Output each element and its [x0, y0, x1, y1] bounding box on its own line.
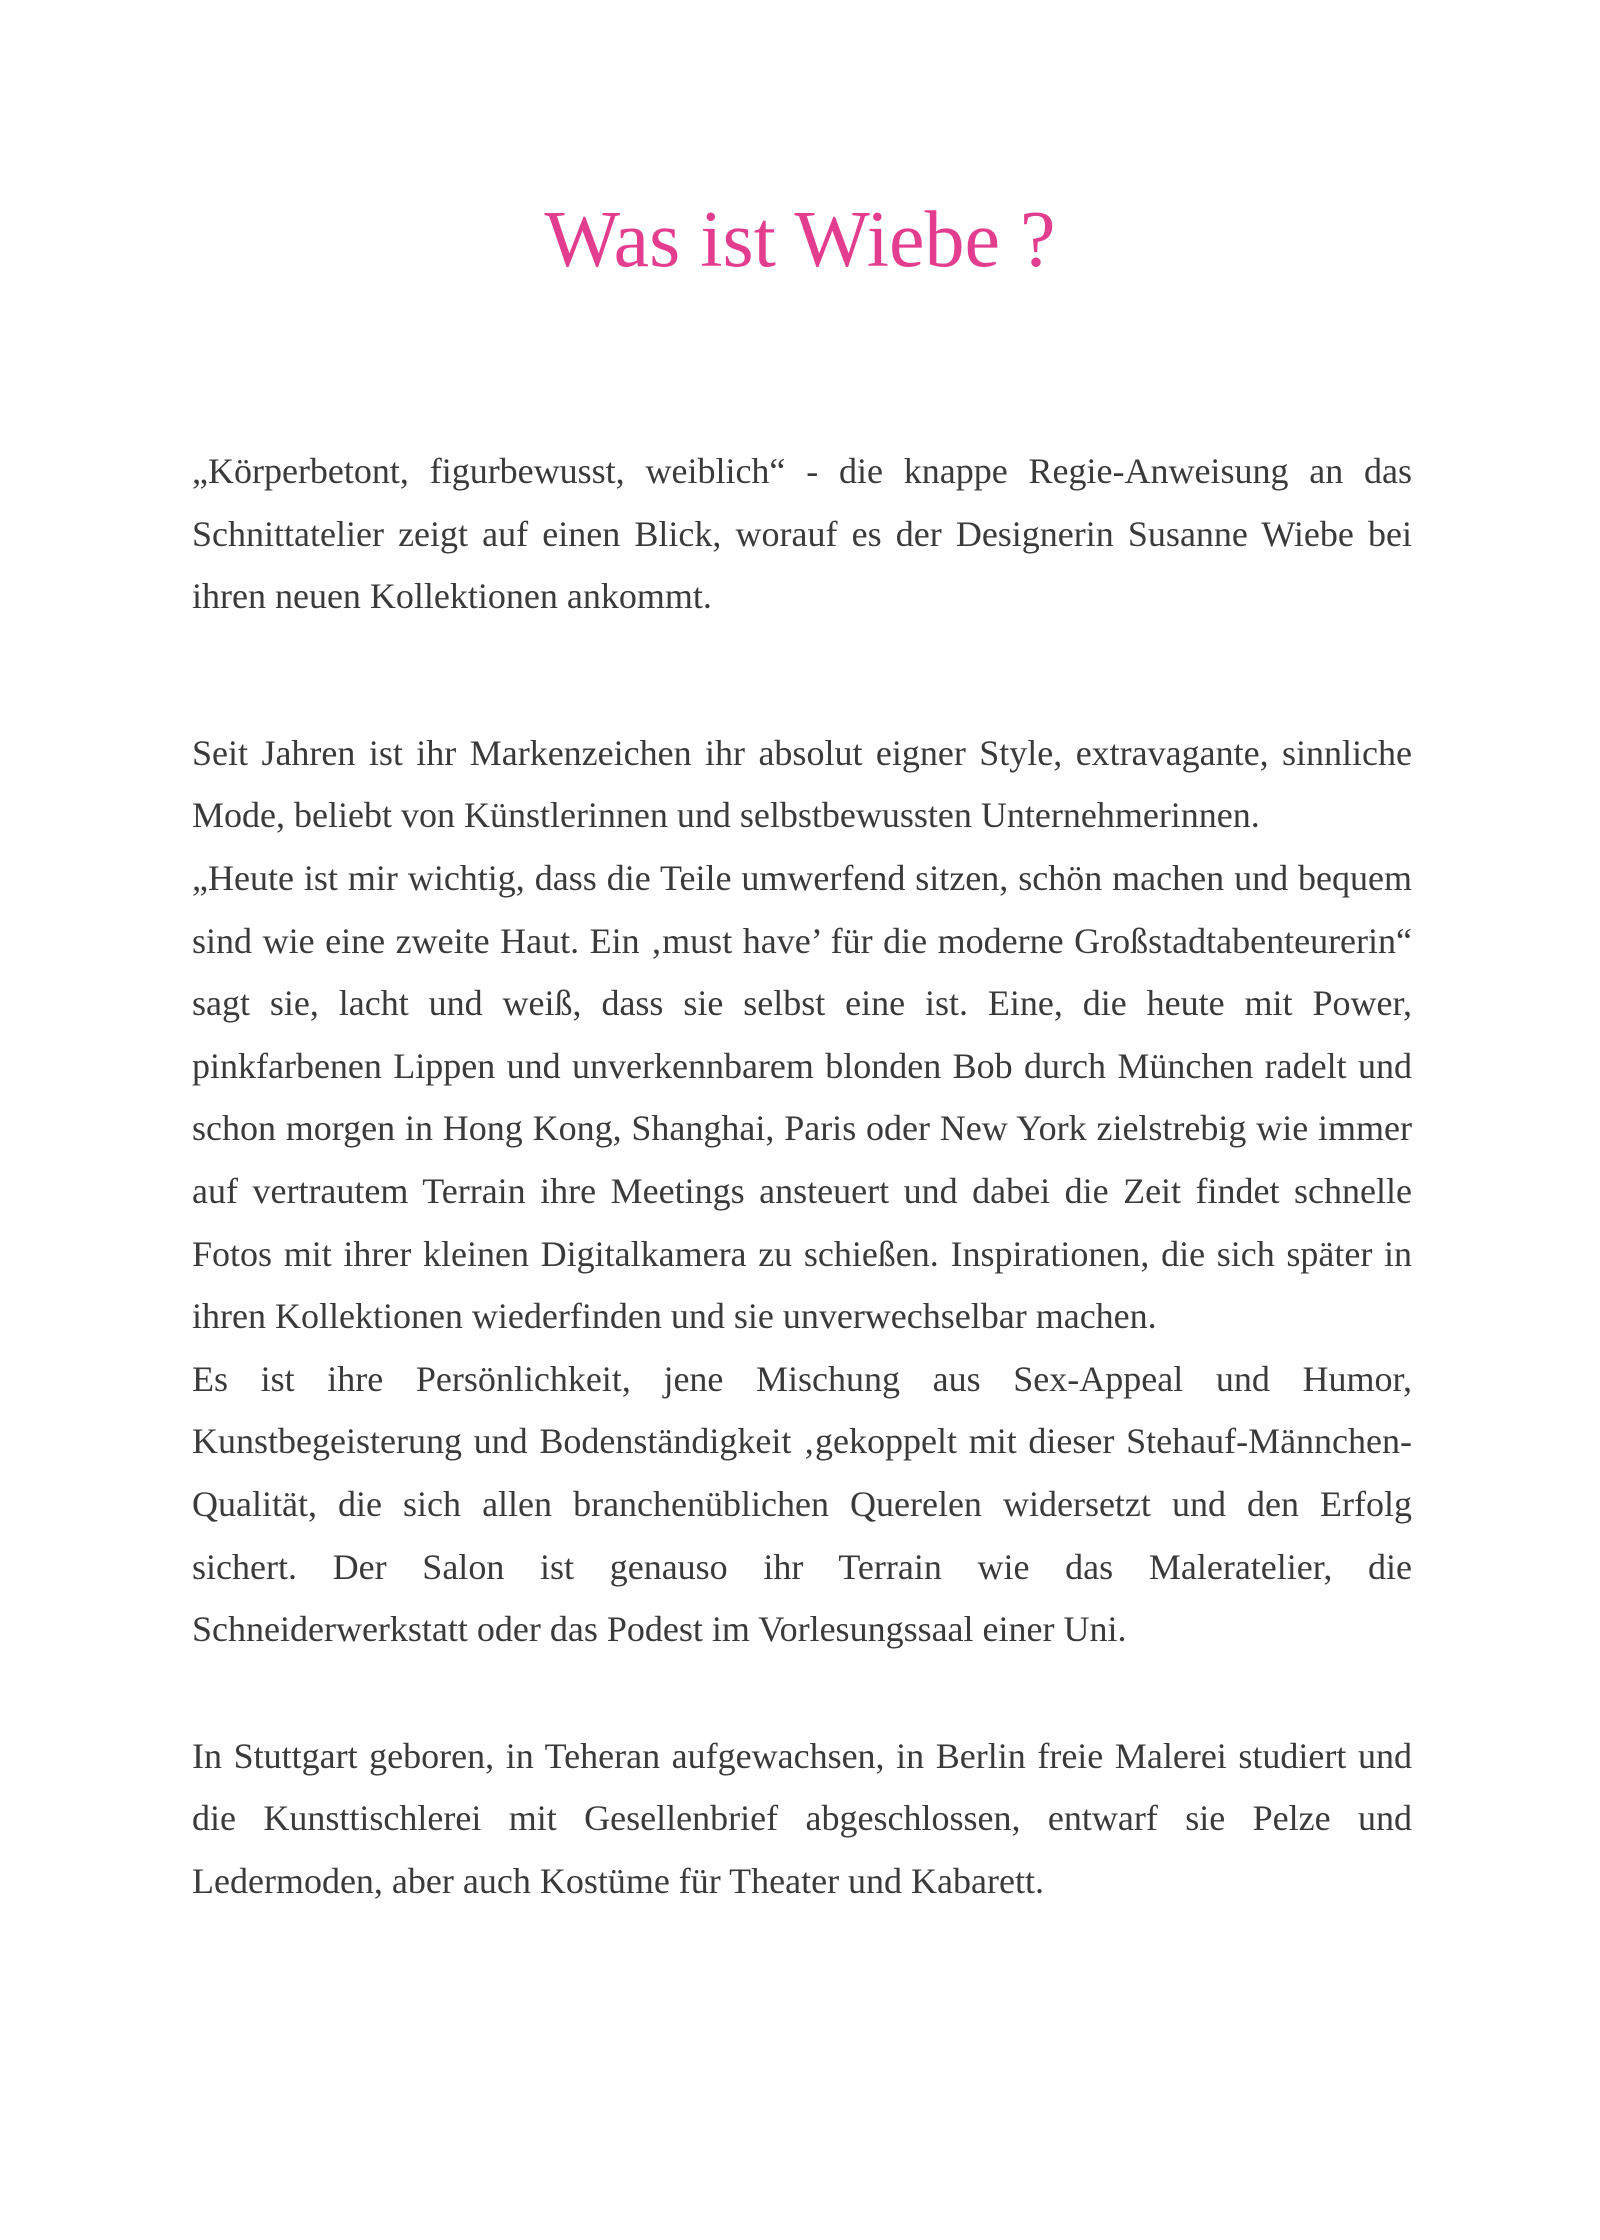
paragraph-spacer: [192, 628, 1412, 722]
paragraph-intro: „Körperbetont, figurbewusst, weiblich“ - die knappe Regie-Anweisung an das Schnittatelier zeigt auf einen Blick, worauf es der Designerin Susanne Wiebe bei ihren neuen Kollektionen ankommt.: [192, 451, 1412, 617]
paragraph-personality: Es ist ihre Persönlichkeit, jene Mischung aus Sex-Appeal und Humor, Kunstbegeisterung und Bodenständigkeit ‚gekoppelt mit dieser Stehauf-Männchen-Qualität, die sich allen branchenüblichen Querelen widersetzt und den Erfolg sichert. Der Salon ist genauso ihr Terrain wie das Maleratelier, die Schneiderwerkstatt oder das Podest im Vorlesungssaal einer Uni.: [192, 1358, 1412, 1650]
page-title: Was ist Wiebe ?: [544, 196, 1056, 284]
body-text: [192, 440, 1412, 1912]
paragraph-style: Seit Jahren ist ihr Markenzeichen ihr absolut eigner Style, extravagante, sinnliche Mode, beliebt von Künstlerinnen und selbstbewussten Unternehmerinnen.: [192, 732, 1412, 836]
paragraph-quote: „Heute ist mir wichtig, dass die Teile umwerfend sitzen, schön machen und bequem sind wie eine zweite Haut. Ein ‚must have’ für die moderne Großstadtabenteurerin“ sagt sie, lacht und weiß, dass sie selbst eine ist. Eine, die heute mit Power, pinkfarbenen Lippen und unverkennbarem blonden Bob durch München radelt und schon morgen in Hong Kong, Shanghai, Paris oder New York zielstrebig wie immer auf vertrautem Terrain ihre Meetings ansteuert und dabei die Zeit findet schnelle Fotos mit ihrer kleinen Digitalkamera zu schießen. Inspirationen, die sich später in ihren Kollektionen wiederfinden und sie unverwechselbar machen.: [192, 857, 1412, 1337]
paragraph-spacer: [192, 1661, 1412, 1725]
paragraph-biography: In Stuttgart geboren, in Teheran aufgewachsen, in Berlin freie Malerei studiert und die Kunsttischlerei mit Gesellenbrief abgeschlossen, entwarf sie Pelze und Ledermoden, aber auch Kostüme für Theater und Kabarett.: [192, 1735, 1412, 1901]
